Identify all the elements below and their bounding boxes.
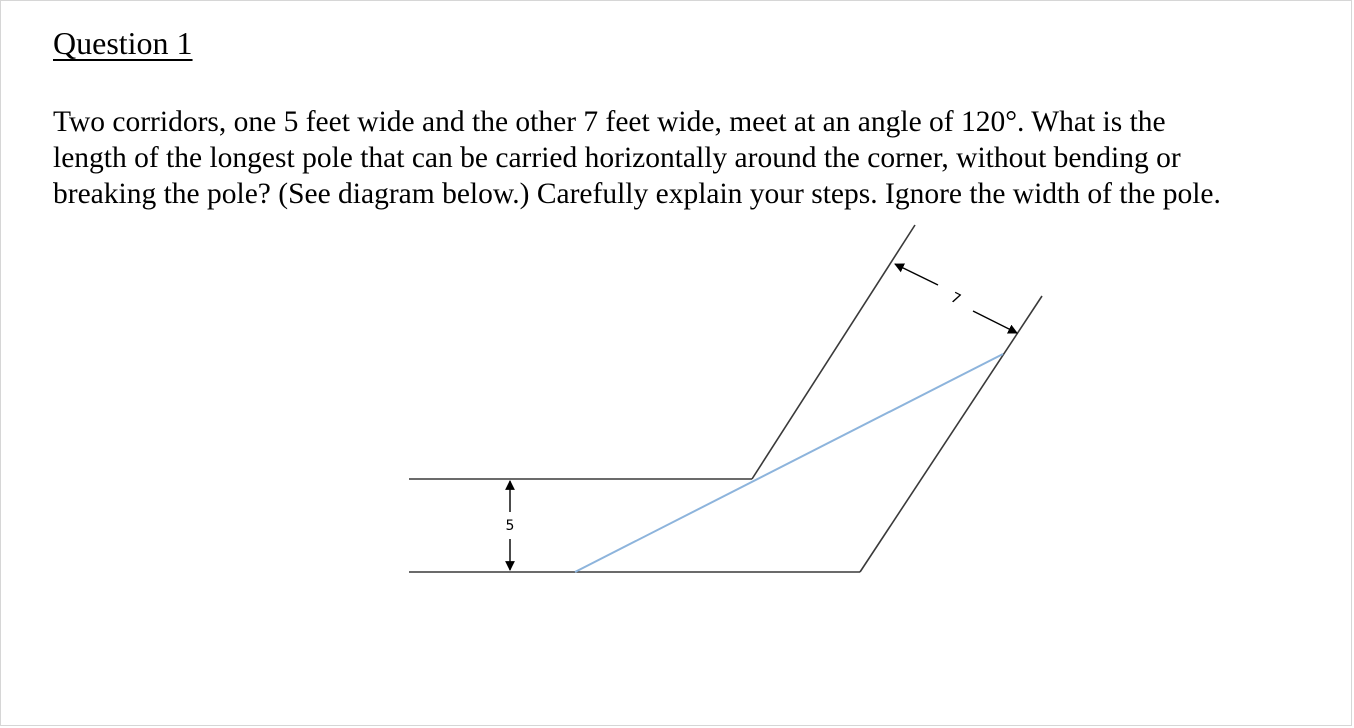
width-7-label: 7 [947, 289, 964, 309]
pole [575, 354, 1003, 572]
question-text-line-3: breaking the pole? (See diagram below.) Carefully explain your steps. Ignore the width of the pole. [53, 178, 1221, 210]
width-5-label: 5 [505, 518, 515, 534]
question-text-line-1: Two corridors, one 5 feet wide and the other 7 feet wide, meet at an angle of 120°. What is the [53, 106, 1166, 138]
outer-slanted-wall [860, 296, 1042, 572]
width-7-arrow-left [895, 264, 938, 285]
question-text-line-2: length of the longest pole that can be carried horizontally around the corner, without bending or [53, 142, 1181, 174]
width-7-arrow-right [973, 311, 1017, 333]
question-title: Question 1 [53, 25, 193, 61]
